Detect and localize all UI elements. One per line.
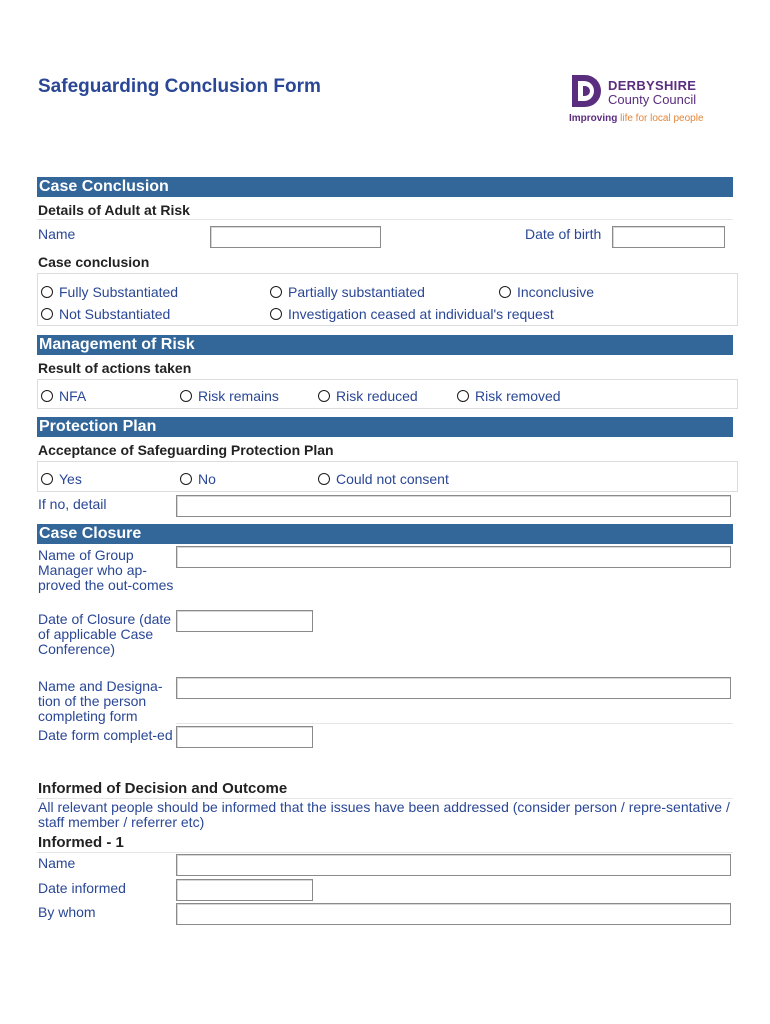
adult-name-field[interactable] — [210, 226, 381, 248]
informed-heading: Informed of Decision and Outcome — [38, 780, 288, 797]
date-informed-field[interactable] — [176, 879, 313, 901]
dob-field[interactable] — [612, 226, 725, 248]
case-conclusion-label: Case conclusion — [38, 254, 150, 270]
section-bar-case-conclusion: Case Conclusion — [37, 177, 733, 197]
radio-circle-icon — [499, 286, 511, 298]
details-adult-heading: Details of Adult at Risk — [38, 202, 190, 218]
radio-label: Risk removed — [475, 388, 561, 404]
group-manager-label: Name of Group Manager who ap-proved the out-comes — [38, 547, 174, 593]
radio-risk-reduced[interactable] — [318, 388, 418, 404]
radio-circle-icon — [41, 473, 53, 485]
radio-circle-icon — [318, 390, 330, 402]
divider — [176, 723, 733, 724]
radio-label: Investigation ceased at individual's request — [288, 306, 554, 322]
logo-tagline-bold: Improving — [569, 113, 618, 124]
group-manager-field[interactable] — [176, 546, 731, 568]
radio-yes[interactable] — [41, 471, 82, 487]
radio-label: Yes — [59, 471, 82, 487]
logo-subtitle: County Council — [608, 92, 697, 107]
divider — [37, 219, 733, 220]
radio-label: Risk remains — [198, 388, 279, 404]
radio-label: NFA — [59, 388, 87, 404]
radio-partially-substantiated[interactable] — [270, 284, 425, 300]
radio-nfa[interactable] — [41, 388, 86, 404]
date-closure-field[interactable] — [176, 610, 313, 632]
radio-not-substantiated[interactable] — [41, 306, 170, 322]
radio-circle-icon — [270, 286, 282, 298]
by-whom-label: By whom — [38, 904, 96, 920]
date-completed-field[interactable] — [176, 726, 313, 748]
name-designation-label: Name and Designa-tion of the person completing form — [38, 678, 163, 724]
section-bar-case-closure: Case Closure — [37, 524, 733, 544]
result-actions-label: Result of actions taken — [38, 360, 192, 376]
if-no-detail-field[interactable] — [176, 495, 731, 517]
date-completed-label: Date form complet-ed — [38, 727, 173, 743]
if-no-detail-label: If no, detail — [38, 496, 107, 512]
logo-tagline-rest: life for local people — [617, 113, 704, 124]
radio-label: Could not consent — [336, 471, 449, 487]
date-closure-label: Date of Closure (date of applicable Case Conference) — [38, 611, 172, 657]
divider — [37, 852, 733, 853]
informed-name-field[interactable] — [176, 854, 731, 876]
radio-could-not-consent[interactable] — [318, 471, 449, 487]
section-bar-protection-plan: Protection Plan — [37, 417, 733, 437]
name-designation-field[interactable] — [176, 677, 731, 699]
radio-risk-removed[interactable] — [457, 388, 561, 404]
page-title: Safeguarding Conclusion Form — [38, 76, 321, 97]
radio-circle-icon — [457, 390, 469, 402]
logo-tagline — [569, 113, 704, 124]
by-whom-field[interactable] — [176, 903, 731, 925]
radio-circle-icon — [41, 286, 53, 298]
radio-circle-icon — [41, 390, 53, 402]
derbyshire-d-logo-icon — [569, 73, 605, 109]
radio-circle-icon — [318, 473, 330, 485]
radio-risk-remains[interactable] — [180, 388, 279, 404]
radio-inconclusive[interactable] — [499, 284, 594, 300]
radio-fully-substantiated[interactable] — [41, 284, 178, 300]
radio-circle-icon — [180, 390, 192, 402]
radio-label: No — [198, 471, 216, 487]
date-informed-label: Date informed — [38, 880, 126, 896]
logo-name: DERBYSHIRE — [608, 78, 697, 93]
radio-no[interactable] — [180, 471, 216, 487]
informed-description: All relevant people should be informed that the issues have been addressed (consider person / repre-sentative / staff member / referrer etc) — [38, 799, 730, 830]
informed-1-heading: Informed - 1 — [38, 834, 124, 851]
radio-label: Risk reduced — [336, 388, 418, 404]
radio-circle-icon — [270, 308, 282, 320]
informed-name-label: Name — [38, 855, 76, 871]
adult-name-label: Name — [38, 226, 76, 242]
radio-label: Inconclusive — [517, 284, 595, 300]
radio-label: Fully Substantiated — [59, 284, 179, 300]
acceptance-label: Acceptance of Safeguarding Protection Plan — [38, 442, 334, 458]
radio-circle-icon — [41, 308, 53, 320]
section-bar-management-of-risk: Management of Risk — [37, 335, 733, 355]
dob-label: Date of birth — [525, 226, 602, 242]
radio-label: Not Substantiated — [59, 306, 171, 322]
radio-label: Partially substantiated — [288, 284, 425, 300]
radio-investigation-ceased[interactable] — [270, 306, 554, 322]
radio-circle-icon — [180, 473, 192, 485]
council-logo — [569, 71, 719, 127]
